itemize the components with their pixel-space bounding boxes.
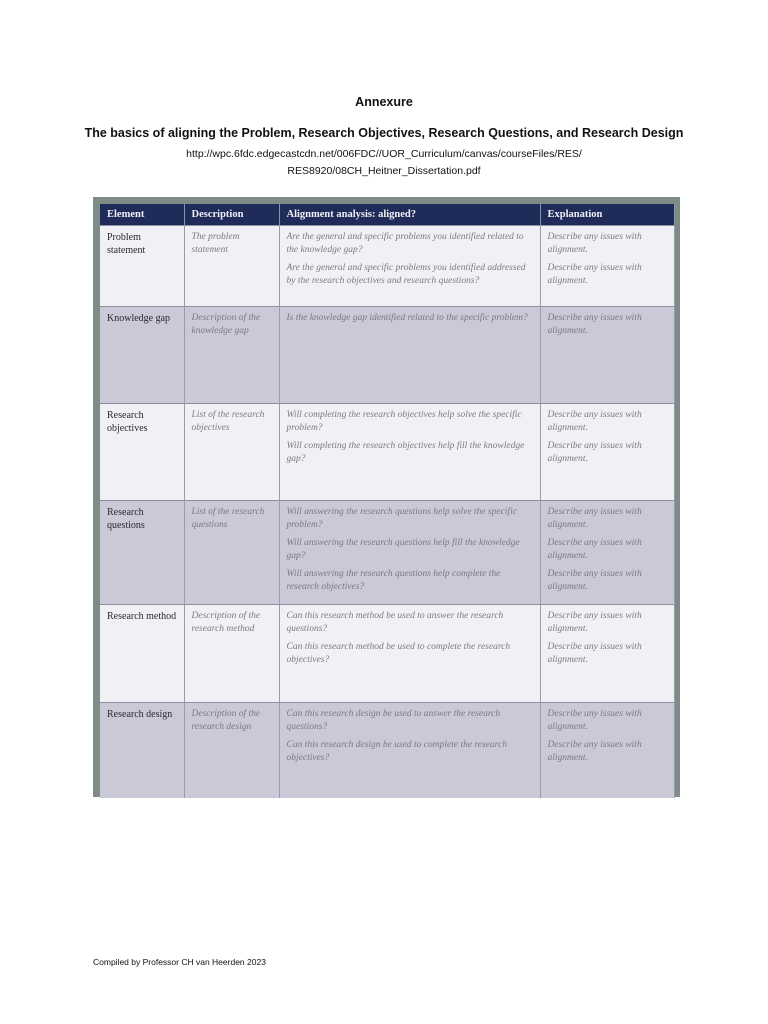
- explanation-cell: [540, 226, 674, 307]
- alignment-question: Can this research design be used to complete the research objectives?: [286, 740, 507, 763]
- element-cell: Research questions: [100, 501, 184, 605]
- table-row: [100, 307, 674, 404]
- annexure-heading: Annexure: [355, 95, 413, 109]
- description-cell: List of the research questions: [184, 501, 279, 605]
- table-row: [100, 226, 674, 307]
- element-cell: Research method: [100, 605, 184, 703]
- explanation-text: Describe any issues with alignment.: [547, 642, 642, 665]
- alignment-question: Can this research design be used to answer the research questions?: [286, 709, 501, 732]
- explanation-text: Describe any issues with alignment.: [547, 263, 642, 286]
- element-cell: Research objectives: [100, 404, 184, 501]
- header-explanation: Explanation: [540, 204, 674, 226]
- table-header-row: [100, 204, 674, 226]
- element-cell: Research design: [100, 703, 184, 798]
- source-link[interactable]: [0, 146, 768, 180]
- explanation-text: Describe any issues with alignment.: [547, 507, 642, 530]
- explanation-text: Describe any issues with alignment.: [547, 441, 642, 464]
- explanation-cell: [540, 703, 674, 798]
- alignment-table: [100, 204, 675, 798]
- description-cell: Description of the research design: [184, 703, 279, 798]
- header-element: Element: [100, 204, 184, 226]
- document-title: The basics of aligning the Problem, Research Objectives, Research Questions, and Research Design: [84, 126, 684, 140]
- alignment-cell: [279, 226, 540, 307]
- alignment-question: Will answering the research questions help fill the knowledge gap?: [286, 538, 520, 561]
- alignment-cell: [279, 703, 540, 798]
- description-cell: The problem statement: [184, 226, 279, 307]
- explanation-cell: [540, 605, 674, 703]
- alignment-question: Are the general and specific problems you identified related to the knowledge gap?: [286, 232, 524, 255]
- alignment-cell: [279, 605, 540, 703]
- alignment-cell: [279, 307, 540, 404]
- header-description: Description: [184, 204, 279, 226]
- table-row: [100, 404, 674, 501]
- alignment-question: Are the general and specific problems you identified addressed by the research objectives and research questions?: [286, 263, 526, 286]
- alignment-question: Will answering the research questions help complete the research objectives?: [286, 569, 501, 592]
- header-alignment: Alignment analysis: aligned?: [279, 204, 540, 226]
- source-link-line[interactable]: RES8920/08CH_Heitner_Dissertation.pdf: [287, 165, 481, 177]
- description-cell: List of the research objectives: [184, 404, 279, 501]
- alignment-question: Can this research method be used to answer the research questions?: [286, 611, 504, 634]
- alignment-cell: [279, 501, 540, 605]
- explanation-cell: [540, 307, 674, 404]
- table-row: [100, 501, 674, 605]
- footer-credit: Compiled by Professor CH van Heerden 2023: [93, 957, 266, 967]
- explanation-text: Describe any issues with alignment.: [547, 740, 642, 763]
- explanation-text: Describe any issues with alignment.: [547, 709, 642, 732]
- description-cell: Description of the knowledge gap: [184, 307, 279, 404]
- source-link-line[interactable]: http://wpc.6fdc.edgecastcdn.net/006FDC//UOR_Curriculum/canvas/courseFiles/RES/: [186, 148, 582, 160]
- explanation-text: Describe any issues with alignment.: [547, 569, 642, 592]
- alignment-table-image: [93, 197, 680, 797]
- explanation-text: Describe any issues with alignment.: [547, 313, 642, 336]
- element-cell: Problem statement: [100, 226, 184, 307]
- explanation-text: Describe any issues with alignment.: [547, 538, 642, 561]
- explanation-text: Describe any issues with alignment.: [547, 611, 642, 634]
- description-cell: Description of the research method: [184, 605, 279, 703]
- explanation-cell: [540, 404, 674, 501]
- table-row: [100, 703, 674, 798]
- alignment-question: Will completing the research objectives help fill the knowledge gap?: [286, 441, 525, 464]
- alignment-question: Will answering the research questions help solve the specific problem?: [286, 507, 517, 530]
- alignment-cell: [279, 404, 540, 501]
- explanation-text: Describe any issues with alignment.: [547, 232, 642, 255]
- table-row: [100, 605, 674, 703]
- alignment-question: Can this research method be used to complete the research objectives?: [286, 642, 511, 665]
- alignment-question: Is the knowledge gap identified related to the specific problem?: [286, 313, 528, 323]
- element-cell: Knowledge gap: [100, 307, 184, 404]
- alignment-question: Will completing the research objectives help solve the specific problem?: [286, 410, 522, 433]
- explanation-cell: [540, 501, 674, 605]
- explanation-text: Describe any issues with alignment.: [547, 410, 642, 433]
